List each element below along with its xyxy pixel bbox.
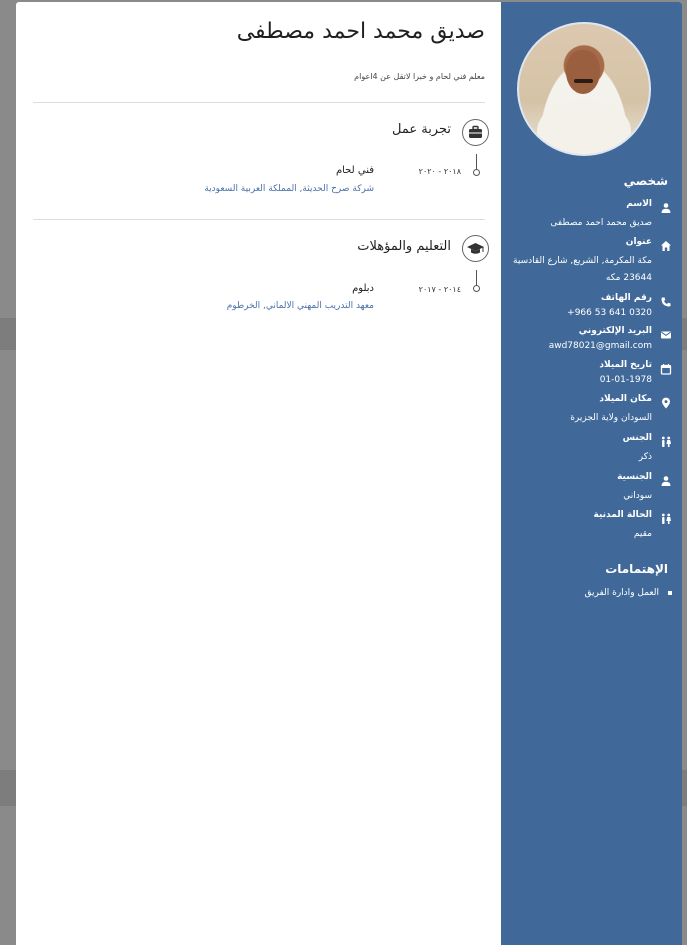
gender-icon xyxy=(660,433,672,445)
location-pin-icon xyxy=(660,394,672,406)
field-value: ذكر xyxy=(638,452,652,462)
family-icon xyxy=(660,510,672,522)
field-label: الاسم xyxy=(626,199,652,209)
field-label: الجنس xyxy=(622,433,652,443)
field-value: 01-01-1978 xyxy=(599,375,652,385)
field-value: مقيم xyxy=(633,529,652,539)
entry-date: ٢٠١٤ - ٢٠١٧ xyxy=(418,285,461,294)
resume-sidebar xyxy=(501,2,682,945)
field-value: السودان ولاية الجزيرة xyxy=(570,413,652,423)
timeline-line xyxy=(476,154,477,170)
entry-title: فني لحام xyxy=(335,165,374,176)
field-address xyxy=(507,236,672,287)
field-value: awd78021@gmail.com xyxy=(548,341,652,351)
resume-page xyxy=(16,2,682,945)
field-gender xyxy=(507,432,672,466)
calendar-icon xyxy=(660,360,672,372)
person-icon xyxy=(660,472,672,484)
field-value: مكة المكرمة, الشريع, شارع القادسية xyxy=(513,256,652,266)
field-nationality xyxy=(507,471,672,505)
field-birthdate xyxy=(507,359,672,389)
phone-icon xyxy=(660,293,672,305)
field-value: صديق محمد احمد مصطفى xyxy=(550,218,652,228)
entry-organization: شركة صرح الحديثة, المملكة العربية السعودية xyxy=(204,184,374,194)
field-label: الجنسية xyxy=(617,472,652,482)
field-email xyxy=(507,325,672,355)
field-name xyxy=(507,198,672,232)
home-icon xyxy=(660,237,672,249)
divider xyxy=(33,102,485,103)
entry-title: دبلوم xyxy=(352,283,374,294)
interest-item: العمل وادارة الفريق xyxy=(512,588,672,598)
field-marital-status xyxy=(507,509,672,543)
candidate-name: صديق محمد احمد مصطفى xyxy=(236,19,485,44)
field-label: رقم الهاتف xyxy=(600,293,652,303)
interests-heading: الإهتمامات xyxy=(605,562,668,576)
field-value: 23644 مكه xyxy=(605,273,652,283)
personal-heading: شخصي xyxy=(623,174,668,188)
timeline-line xyxy=(476,270,477,286)
briefcase-icon xyxy=(462,119,489,146)
timeline-dot xyxy=(473,169,480,176)
field-label: البريد الإلكتروني xyxy=(578,326,652,336)
field-birthplace xyxy=(507,393,672,427)
field-label: عنوان xyxy=(625,237,652,247)
resume-main xyxy=(16,2,501,945)
profile-photo xyxy=(517,22,651,156)
entry-organization: معهد التدريب المهني الالماني, الخرطوم xyxy=(226,301,374,311)
field-label: مكان الميلاد xyxy=(599,394,652,404)
mail-icon xyxy=(660,326,672,338)
field-label: تاريخ الميلاد xyxy=(599,360,652,370)
graduation-cap-icon xyxy=(462,235,489,262)
section-title-education: التعليم والمؤهلات xyxy=(357,239,451,254)
field-phone xyxy=(507,292,672,322)
summary-text: معلم فني لحام و خبرا لاتقل عن 4اعوام xyxy=(354,72,485,81)
field-label: الحالة المدنية xyxy=(593,510,652,520)
person-icon xyxy=(660,199,672,211)
timeline-dot xyxy=(473,285,480,292)
section-title-experience: تجربة عمل xyxy=(391,122,451,137)
field-value: +966 53 641 0320 xyxy=(567,308,652,318)
divider xyxy=(33,219,485,220)
entry-date: ٢٠١٨ - ٢٠٢٠ xyxy=(418,167,461,176)
field-value: سوداني xyxy=(623,491,652,501)
